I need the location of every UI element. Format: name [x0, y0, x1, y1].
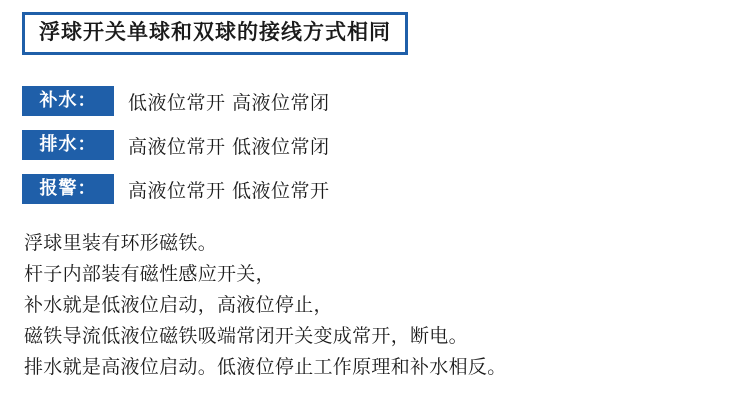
mode-list [22, 82, 722, 214]
status-badge: 补水： [22, 86, 114, 117]
status-badge: 报警： [22, 174, 114, 205]
note-line: 杆子内部装有磁性感应开关， [24, 263, 275, 285]
notes-block [24, 228, 730, 383]
list-item-description: 高液位常开 低液位常开 [128, 179, 330, 202]
note-line: 排水就是高液位启动。低液位停止工作原理和补水相反。 [24, 356, 507, 378]
list-item-description: 高液位常开 低液位常闭 [128, 135, 330, 158]
list-item [22, 170, 722, 208]
list-item-description: 低液位常开 高液位常闭 [128, 91, 330, 114]
note-line: 补水就是低液位启动，高液位停止， [24, 294, 333, 316]
list-item [22, 126, 722, 164]
note-line: 浮球里装有环形磁铁。 [24, 232, 218, 254]
note-line: 磁铁导流低液位磁铁吸端常闭开关变成常开，断电。 [24, 325, 468, 347]
page-title: 浮球开关单球和双球的接线方式相同 [39, 20, 391, 44]
list-item [22, 82, 722, 120]
title-box [22, 12, 408, 55]
status-badge: 排水： [22, 130, 114, 161]
